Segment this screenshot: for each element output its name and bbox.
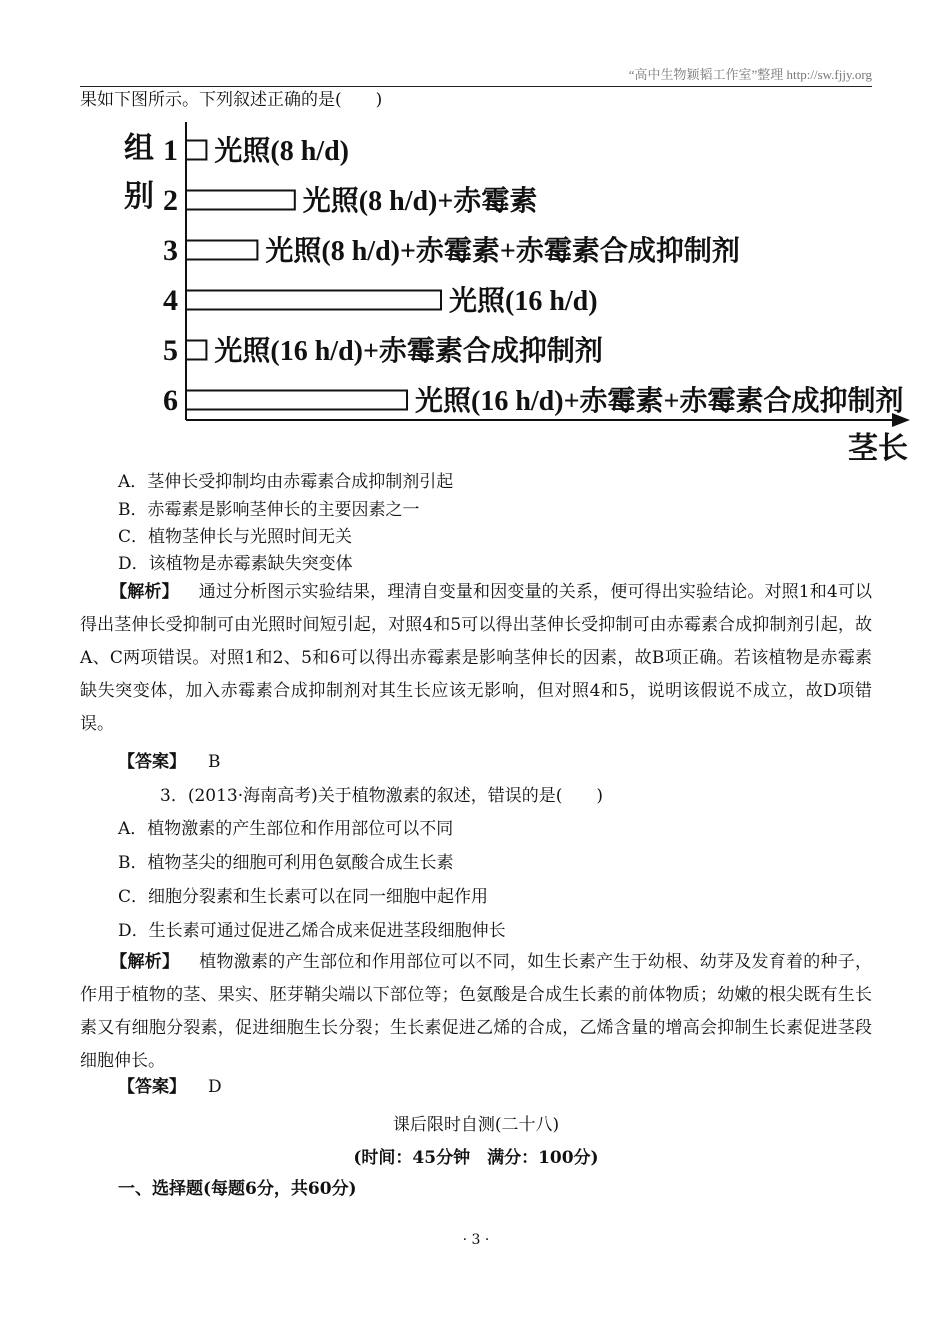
q3-analysis-block (80, 946, 872, 1078)
q3-option-c: C．细胞分裂素和生长素可以在同一细胞中起作用 (118, 887, 489, 907)
option-c: C．植物茎伸长与光照时间无关 (118, 527, 353, 547)
bar-label: 光照(8 h/d)+赤霉素 (302, 186, 538, 217)
bar-label: 光照(16 h/d) (449, 286, 598, 317)
category-label: 2 (163, 184, 178, 217)
bar (186, 241, 257, 260)
question-3-stem: 3．(2013·海南高考)关于植物激素的叙述，错误的是( ) (160, 786, 604, 806)
bar (186, 191, 295, 210)
bar (186, 141, 206, 160)
option-d: D．该植物是赤霉素缺失突变体 (118, 554, 353, 574)
question-stem-tail: 果如下图所示。下列叙述正确的是( ) (80, 90, 383, 110)
section-part-heading: 一、选择题(每题6分，共60分) (118, 1179, 357, 1199)
q3-analysis-label: 【解析】 (110, 952, 180, 972)
q3-answer-row (118, 1075, 222, 1099)
category-label: 6 (163, 384, 178, 417)
q3-option-b: B．植物茎尖的细胞可利用色氨酸合成生长素 (118, 853, 454, 873)
section-title: 课后限时自测(二十八) (392, 1115, 560, 1135)
q3-option-d: D．生长素可通过促进乙烯合成来促进茎段细胞伸长 (118, 921, 506, 941)
bar (186, 391, 407, 410)
section-subtitle: (时间：45分钟 满分：100分) (353, 1148, 599, 1168)
category-label: 4 (163, 284, 178, 317)
bar-label: 光照(16 h/d)+赤霉素+赤霉素合成抑制剂 (415, 386, 904, 417)
answer-label: 【答案】 (118, 752, 186, 772)
answer-value: B (208, 752, 221, 772)
answer-row (118, 750, 221, 774)
analysis-text: 通过分析图示实验结果，理清自变量和因变量的关系，便可得出实验结论。对照1和4可以得出茎伸长受抑制可由光照时间短引起，对照4和5可以得出茎伸长受抑制可由赤霉素合成抑制剂引起，故A、C两项错误。对照1和2、5和6可以得出赤霉素是影响茎伸长的因素，故B项正确。若该植物是赤霉素缺失突变体，加入赤霉素合成抑制剂对其生长应该无影响，但对照4和5，说明该假说不成立，故D项错误。 (80, 582, 873, 734)
bar-label: 光照(16 h/d)+赤霉素合成抑制剂 (214, 336, 603, 367)
page-header: “高中生物颖韬工作室”整理 http://sw.fjjy.org (80, 64, 872, 87)
y-axis-label-char: 组 (124, 132, 154, 165)
x-axis-label: 茎长 (848, 432, 908, 465)
chart (110, 120, 920, 470)
category-label: 3 (163, 234, 178, 267)
bar-label: 光照(8 h/d) (214, 136, 349, 167)
y-axis-label-char: 别 (124, 180, 154, 213)
category-label: 1 (163, 134, 178, 167)
q3-option-a: A．植物激素的产生部位和作用部位可以不同 (118, 819, 454, 839)
analysis-label: 【解析】 (110, 582, 179, 602)
option-b: B．赤霉素是影响茎伸长的主要因素之一 (118, 500, 420, 520)
q3-analysis-text: 植物激素的产生部位和作用部位可以不同，如生长素产生于幼根、幼芽及发育着的种子，作用于植物的茎、果实、胚芽鞘尖端以下部位等；色氨酸是合成生长素的前体物质；幼嫩的根尖既有生长素又有细胞分裂素，促进细胞生长分裂；生长素促进乙烯的合成，乙烯含量的增高会抑制生长素促进茎段细胞伸长。 (80, 952, 873, 1071)
bar-label: 光照(8 h/d)+赤霉素+赤霉素合成抑制剂 (265, 236, 740, 267)
q3-answer-value: D (208, 1077, 222, 1097)
option-a: A．茎伸长受抑制均由赤霉素合成抑制剂引起 (118, 472, 454, 492)
analysis-block (80, 576, 872, 741)
page-number: · 3 · (462, 1232, 490, 1248)
bar (186, 341, 206, 360)
category-label: 5 (163, 334, 178, 367)
bar (186, 291, 441, 310)
q3-answer-label: 【答案】 (118, 1077, 186, 1097)
